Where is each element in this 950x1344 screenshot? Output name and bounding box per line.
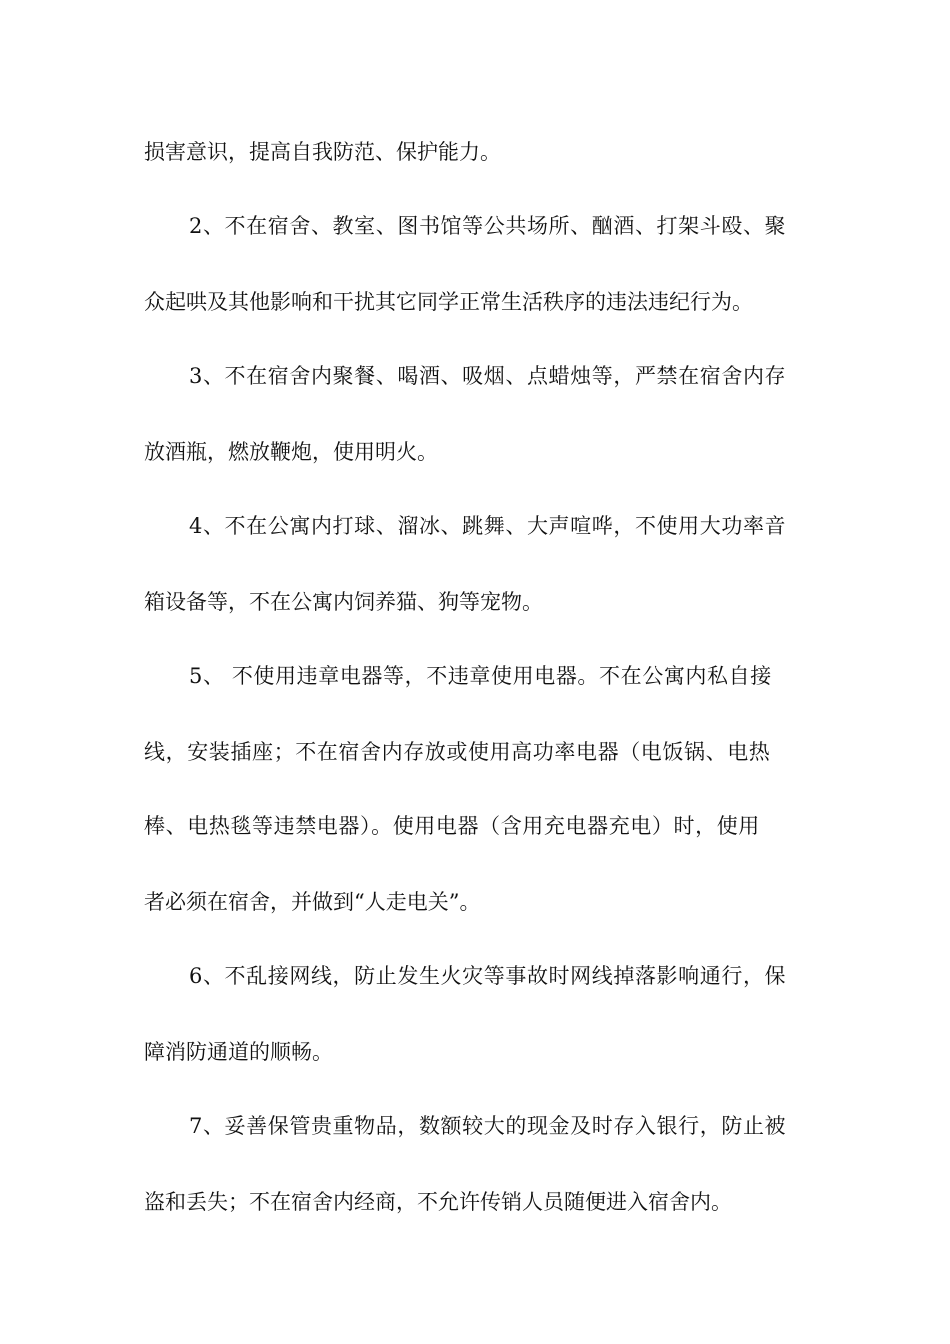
text-line-11: 者必须在宿舍，并做到“人走电关”。	[144, 890, 481, 914]
text-line-14: 7、妥善保管贵重物品，数额较大的现金及时存入银行，防止被	[189, 1114, 787, 1138]
text-line-15: 盗和丢失；不在宿舍内经商，不允许传销人员随便进入宿舍内。	[144, 1190, 732, 1214]
text-line-1: 损害意识，提高自我防范、保护能力。	[144, 140, 501, 164]
text-line-9: 线，安装插座；不在宿舍内存放或使用高功率电器（电饭锅、电热	[144, 740, 771, 764]
text-line-5: 放酒瓶，燃放鞭炮，使用明火。	[144, 440, 438, 464]
text-line-6: 4、不在公寓内打球、溜冰、跳舞、大声喧哗，不使用大功率音	[189, 514, 787, 538]
text-line-8: 5、 不使用违章电器等，不违章使用电器。不在公寓内私自接	[189, 664, 772, 688]
text-line-13: 障消防通道的顺畅。	[144, 1040, 333, 1064]
text-line-7: 箱设备等，不在公寓内饲养猫、狗等宠物。	[144, 590, 543, 614]
text-line-2: 2、不在宿舍、教室、图书馆等公共场所、酗酒、打架斗殴、聚	[189, 214, 787, 238]
text-line-10: 棒、电热毯等违禁电器）。使用电器（含用充电器充电）时，使用	[144, 814, 760, 838]
text-line-3: 众起哄及其他影响和干扰其它同学正常生活秩序的违法违纪行为。	[144, 290, 753, 314]
text-line-4: 3、不在宿舍内聚餐、喝酒、吸烟、点蜡烛等，严禁在宿舍内存	[189, 364, 787, 388]
text-line-12: 6、不乱接网线，防止发生火灾等事故时网线掉落影响通行，保	[189, 964, 787, 988]
